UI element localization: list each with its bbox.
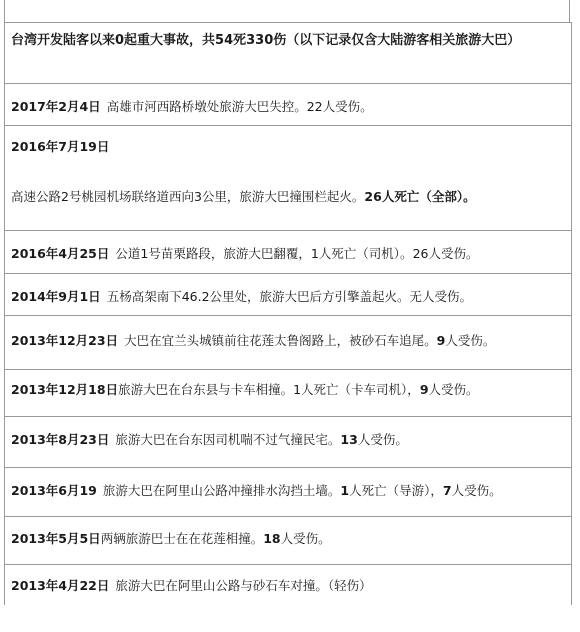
- row-count: 7: [442, 483, 452, 498]
- row-text: 公道1号苗栗路段，旅游大巴翻覆，1人死亡（司机）。: [115, 246, 413, 261]
- row-date: 2013年12月23日: [11, 333, 119, 348]
- row-mid: 人死亡（导游），: [349, 483, 443, 498]
- row-tail: 人受伤。: [451, 483, 502, 498]
- table-row: [5, 468, 571, 517]
- table-row: [5, 370, 571, 417]
- row-tail: 人受伤。: [428, 382, 479, 397]
- table-row: [5, 565, 571, 605]
- row-text: 高速公路2号桃园机场联络道西向3公里，旅游大巴撞围栏起火。: [11, 189, 365, 204]
- table-header: [5, 23, 571, 84]
- row-count: 9: [436, 333, 446, 348]
- row-text: 旅游大巴在台东因司机喘不过气撞民宅。: [115, 432, 341, 447]
- row-tail: 人受伤。: [357, 432, 408, 447]
- row-text: 旅游大巴在台东县与卡车相撞。1人死亡（卡车司机），: [118, 382, 420, 397]
- row-tail: 人受伤。: [445, 333, 496, 348]
- row-date: 2017年2月4日: [11, 99, 101, 114]
- table-row: [5, 316, 571, 370]
- row-date: 2013年4月22日: [11, 578, 110, 593]
- table-row: [5, 126, 571, 231]
- row-date: 2013年12月18日: [11, 382, 119, 397]
- table-top-edge: [4, 0, 570, 22]
- accident-table: [4, 22, 572, 605]
- row-text: 旅游大巴在阿里山公路与砂石车对撞。（轻伤）: [115, 578, 372, 593]
- row-count: 9: [419, 382, 429, 397]
- row-count: 22: [306, 99, 323, 114]
- table-row: [5, 274, 571, 316]
- row-text: 两辆旅游巴士在在花莲相撞。: [100, 531, 264, 546]
- header-title: 台湾开发陆客以来0起重大事故，共54死330伤（以下记录仅含大陆游客相关旅游大巴）: [11, 33, 521, 48]
- row-text: 五杨高架南下46.2公里处，旅游大巴后方引擎盖起火。无人受伤。: [106, 289, 473, 304]
- row-count: 18: [263, 531, 281, 546]
- row-death-count: 1: [340, 483, 350, 498]
- row-tail: 人受伤。: [428, 246, 479, 261]
- row-tail: 人受伤。: [280, 531, 331, 546]
- row-count: 13: [340, 432, 358, 447]
- table-row: [5, 84, 571, 126]
- row-date: 2013年8月23日: [11, 432, 110, 447]
- row-tail: 人受伤。: [322, 99, 373, 114]
- row-date: 2013年6月19: [11, 483, 97, 498]
- row-text: 旅游大巴在阿里山公路冲撞排水沟挡土墙。: [102, 483, 341, 498]
- row-text: 大巴在宜兰头城镇前往花莲太鲁阁路上，被砂石车追尾。: [124, 333, 437, 348]
- row-date: 2013年5月5日: [11, 531, 101, 546]
- row-date: 2014年9月1日: [11, 289, 101, 304]
- row-text: 高雄市河西路桥墩处旅游大巴失控。: [106, 99, 307, 114]
- table-row: [5, 417, 571, 468]
- row-count: 26: [412, 246, 429, 261]
- row-date: 2016年7月19日: [11, 139, 110, 154]
- row-date: 2016年4月25日: [11, 246, 110, 261]
- row-detail: [11, 186, 476, 208]
- table-row: [5, 231, 571, 274]
- row-casualties: 26人死亡（全部）。: [364, 189, 476, 204]
- table-row: [5, 517, 571, 565]
